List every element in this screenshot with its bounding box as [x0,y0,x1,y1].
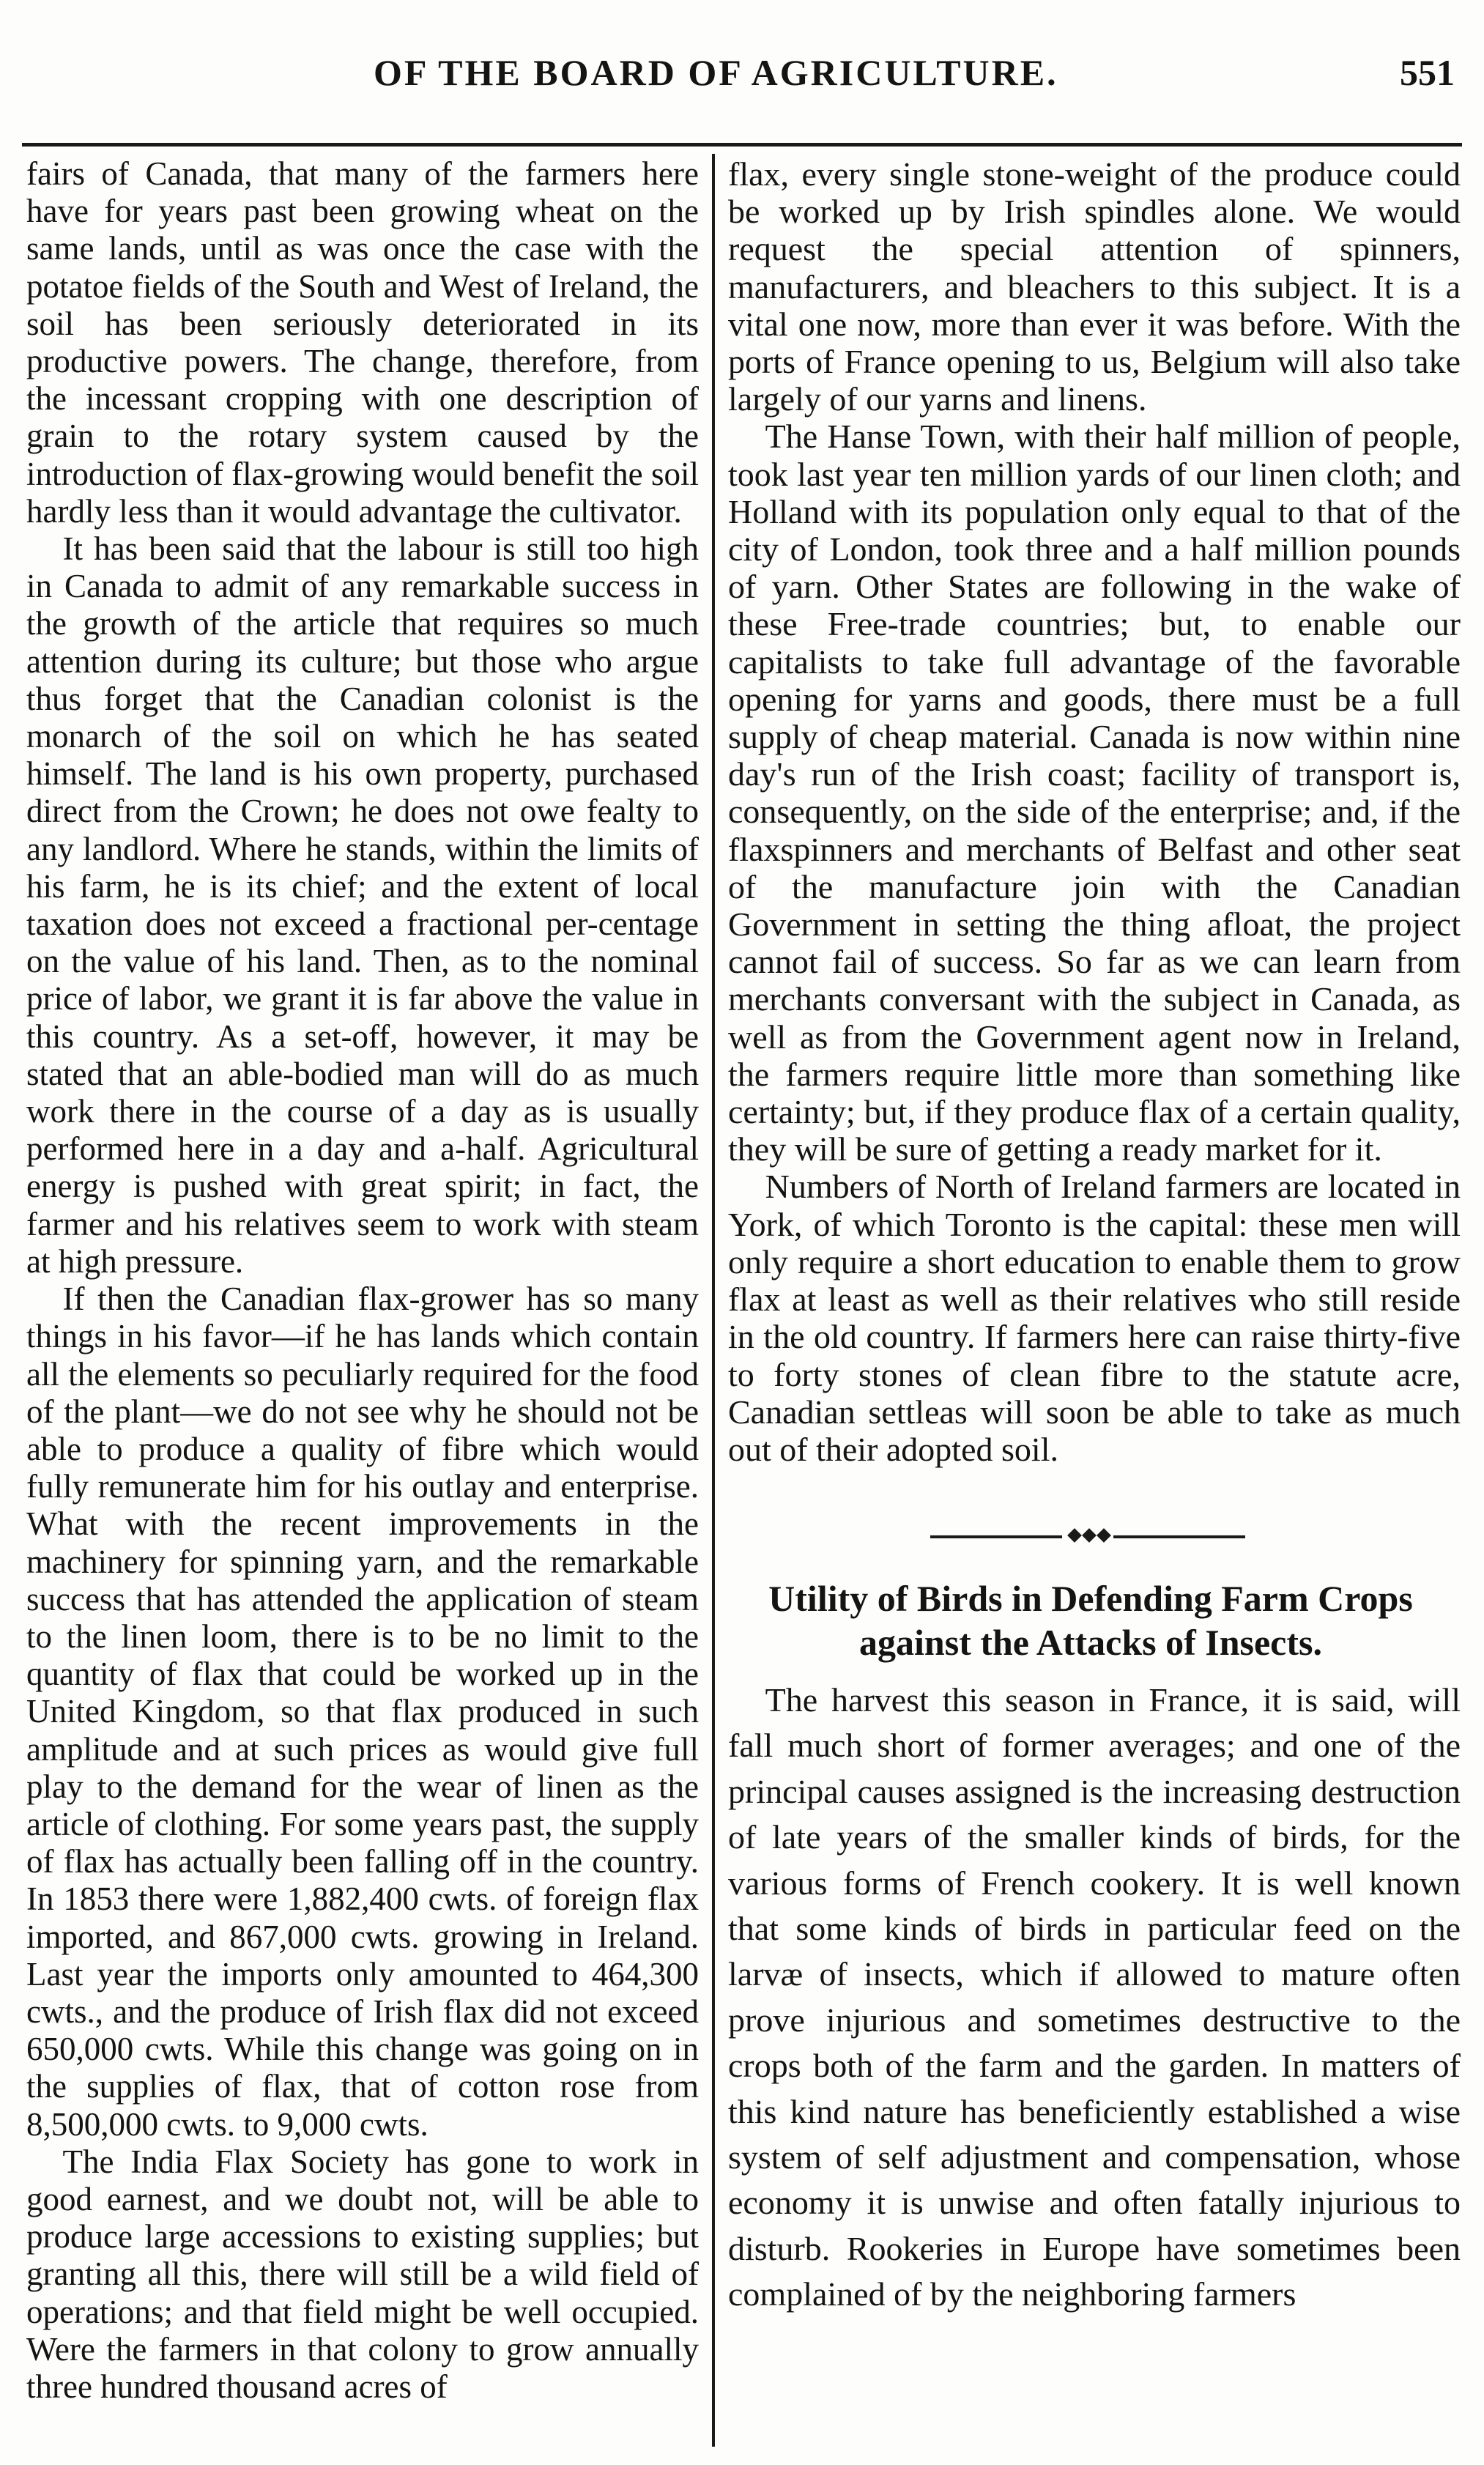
section-heading-line-2: against the Attacks of Insects. [859,1622,1322,1663]
ornament-diamond [1097,1528,1111,1543]
page-number: 551 [1400,52,1455,93]
ornament-diamond [1067,1528,1082,1543]
ornament-line-left [930,1535,1062,1538]
right-paragraph-1: flax, every single stone-weight of the produce could be worked up by Irish spindles alone. We would request the special attention of spinners, manufacturers, and bleachers to this subject. It is a vital one now, more than ever it was before. With the ports of France opening to us, Belgium will also take largely of our yarns and linens. [728,155,1461,418]
section-heading [728,1576,1453,1664]
left-paragraph-4: The India Flax Society has gone to work in good earnest, and we doubt not, will be able to produce large accessions to existing supplies; but granting all this, there will still be a wild field of operations; and that field might be well occupied. Were the farmers in that colony to grow annually three hundred thousand acres of [26,2143,699,2405]
section-paragraph-1: The harvest this season in France, it is said, will fall much short of former averages; and one of the principal causes assigned is the increasing destruction of late years of the smaller kinds of birds, for the various forms of French cookery. It is well known that some kinds of birds in particular feed on the larvæ of insects, which if allowed to mature often prove injurious and sometimes destructive to the crops both of the farm and the garden. In matters of this kind nature has beneficiently established a wise system of self adjustment and compensation, whose economy it is unwise and often fatally injurious to disturb. Rookeries in Europe have sometimes been complained of by the neighboring farmers [728,1681,1461,2313]
right-paragraph-2: The Hanse Town, with their half million of people, took last year ten million yards of our linen cloth; and Holland with its population only equal to that of the city of London, took three and a half million pounds of yarn. Other States are following in the wake of these Free-trade countries; but, to enable our capitalists to take full advantage of the favorable opening for yarns and goods, there must be a full supply of cheap material. Canada is now within nine day's run of the Irish coast; facility of transport is, consequently, on the side of the enterprise; and, if the flaxspinners and merchants of Belfast and other seat of the manufacture join with the Canadian Government in setting the thing afloat, the project cannot fail of success. So far as we can learn from merchants conversant with the subject in Canada, as well as from the Government agent now in Ireland, the farmers require little more than something like certainty; but, if they produce flax of a certain quality, they will be sure of getting a ready market for it. [728,418,1461,1168]
header-rule [22,143,1462,147]
section-heading-line-1: Utility of Birds in Defending Farm Crops [768,1578,1413,1619]
ornament-line-right [1113,1535,1245,1538]
section-body [728,1678,1461,2454]
right-column [728,155,1461,1518]
column-divider [712,154,715,2447]
left-paragraph-1: fairs of Canada, that many of the farmers here have for years past been growing wheat on the same lands, until as was once the case with the potatoe fields of the South and West of Ireland, the soil has been seriously deteriorated in its productive powers. The change, therefore, from the incessant cropping with one description of grain to the rotary system caused by the introduction of flax-growing would benefit the soil hardly less than it would advantage the cultivator. [26,155,699,530]
running-head [0,51,1484,110]
ornament-diamond [1082,1528,1097,1543]
right-paragraph-3: Numbers of North of Ireland farmers are located in York, of which Toronto is the capital: these men will only require a short education to enable them to grow flax at least as well as their relatives who still reside in the old country. If farmers here can raise thirty-five to forty stones of clean fibre to the statute acre, Canadian settleas will soon be able to take as much out of their adopted soil. [728,1168,1461,1468]
left-paragraph-3: If then the Canadian flax-grower has so many things in his favor—if he has lands which contain all the elements so peculiarly required for the food of the plant—we do not see why he should not be able to produce a quality of fibre which would fully remunerate him for his outlay and enterprise. What with the recent improvements in the machinery for spinning yarn, and the remarkable success that has attended the application of steam to the linen loom, there is to be no limit to the quantity of flax that could be worked up in the United Kingdom, so that flax produced in such amplitude and at such prices as would give full play to the demand for the wear of linen as the article of clothing. For some years past, the supply of flax has actually been falling off in the country. In 1853 there were 1,882,400 cwts. of foreign flax imported, and 867,000 cwts. growing in Ireland. Last year the imports only amounted to 464,300 cwts., and the produce of Irish flax did not exceed 650,000 cwts. While this change was going on in the supplies of flax, that of cotton rose from 8,500,000 cwts. to 9,000 cwts. [26,1280,699,2143]
left-paragraph-2: It has been said that the labour is still too high in Canada to admit of any remarkable success in the growth of the article that requires so much attention during its culture; but those who argue thus forget that the Canadian colonist is the monarch of the soil on which he has seated himself. The land is his own property, purchased direct from the Crown; he does not owe fealty to any landlord. Where he stands, within the limits of his farm, he is its chief; and the extent of local taxation does not exceed a fractional per-centage on the value of his land. Then, as to the nominal price of labor, we grant it is far above the value in this country. As a set-off, however, it may be stated that an able-bodied man will do as much work there in the course of a day as is usually performed here in a day and a-half. Agricultural energy is pushed with great spirit; in fact, the farmer and his relatives seem to work with steam at high pressure. [26,530,699,1280]
section-ornament [930,1527,1245,1546]
running-title: OF THE BOARD OF AGRICULTURE. [374,52,1058,93]
left-column [26,155,699,2452]
